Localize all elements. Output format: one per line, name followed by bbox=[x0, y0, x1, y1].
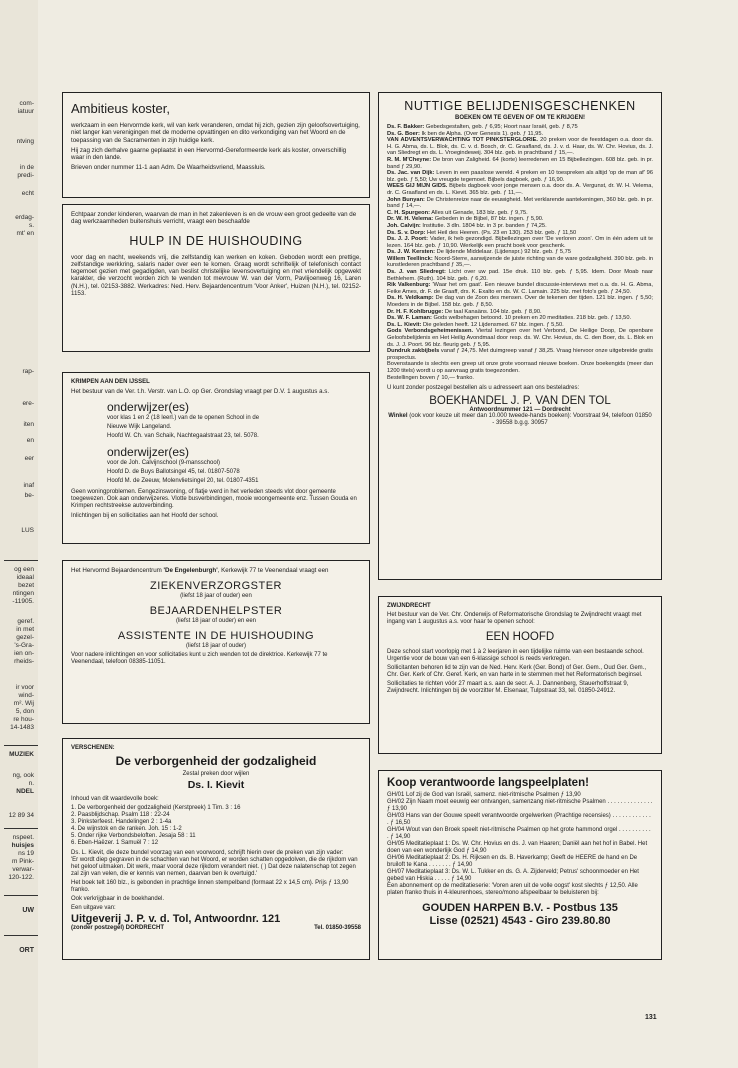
ad-contact: Brieven onder nummer 11-1 aan Adm. De Waarheidsvriend, Maassluis. bbox=[71, 164, 266, 172]
book-entry bbox=[387, 328, 653, 348]
record-item: GH/03 Hans van der Gouwe speelt verantwoorde orgelwerken (Prachtige recensies) . . . . . . . . . . . . . ƒ 16,50 bbox=[387, 813, 651, 826]
margin-fragment: m². Wij bbox=[13, 700, 34, 707]
contents-list bbox=[71, 805, 361, 847]
book-title: De verborgenheid der godzaligheid bbox=[115, 754, 317, 768]
ad-paragraph: werkzaam in een Hervormde kerk, wil van kerk veranderen, omdat hij zich, gezien zijn geloofsovertuiging, niet langer kan verenigingen met de moderne opvattingen en dito verkondiging van het Woord en de toepassing van de Sacramenten in zijn huidige kerk. bbox=[71, 122, 360, 144]
contents-label: Inhoud van dit waardevolle boek: bbox=[71, 796, 159, 802]
store-info bbox=[387, 413, 653, 427]
margin-fragment: re hou- bbox=[13, 716, 34, 723]
book-entry bbox=[387, 295, 653, 308]
margin-fragment: n. bbox=[28, 780, 34, 787]
margin-fragment: ideaal bbox=[16, 574, 34, 581]
book-author: WEES GIJ MIJN GIDS. bbox=[387, 183, 448, 190]
book-description: Leven in een paaslose wereld. 4 preken en 10 toespreken als altijd 'op de man af' 96 blz. geb. ƒ 5,50; Uw vreugde tegemoet. Bijbels dagboek, geb. ƒ 16,90. bbox=[387, 170, 653, 183]
ad-paragraph: Deze school start voorlopig met 1 à 2 leerjaren in een tijdelijke ruimte van een bestaande school. Urgentie voor de bouw van een 6-klassige school is reeds verkregen. bbox=[387, 649, 644, 662]
margin-fragment: verwar- bbox=[12, 866, 34, 873]
margin-fragment: s. bbox=[28, 222, 34, 229]
margin-fragment: ORT bbox=[19, 947, 34, 954]
margin-fragment: UW bbox=[22, 907, 34, 914]
margin-fragment: in met bbox=[16, 626, 34, 633]
margin-fragment: rap- bbox=[22, 368, 34, 375]
book-description: De bron van Zaligheid. 64 (korte) leerredenen en 15 Bijbellezingen. 608 blz. geb. in pr. band ƒ 29,90. bbox=[387, 156, 653, 170]
margin-fragment: 120-122. bbox=[8, 874, 34, 881]
margin-fragment: ns 19 bbox=[18, 850, 34, 857]
ad-intro: Het bestuur van de Ver. Chr. Onderwijs of Reformatorische Grondslag te Zwijndrecht vraagt met ingang van 1 augustus a.s. voor haar te openen school: bbox=[387, 612, 642, 625]
ad-paragraph: Ds. L. Kievit, die deze bundel voorzag van een voorwoord, schrijft hierin over de preken van zijn vader: bbox=[71, 850, 344, 856]
margin-fragment: predi- bbox=[17, 172, 34, 179]
margin-fragment: iten bbox=[23, 421, 34, 428]
book-author: Ds. H. Veldkamp: bbox=[387, 295, 434, 302]
job-sub: (liefst 18 jaar of ouder) een bbox=[180, 593, 252, 600]
record-item: GH/06 Meditatieplaat 2: Ds. H. Rijksen en ds. B. Haverkamp; Geeft de HEERE de hand en De bruiloft te Kana . . . . . . . ƒ 14,90 bbox=[387, 855, 638, 868]
left-margin-column bbox=[0, 0, 38, 1068]
ad-paragraph: Het boek telt 160 blz., is gebonden in prachtige linnen stempelband (formaat 22 x 14,5 cm). Prijs ƒ 13,90 franko. bbox=[71, 880, 349, 893]
publisher-phone: Tel. 01850-39558 bbox=[314, 925, 361, 931]
book-description: Bestellingen boven ƒ 10,— franko. bbox=[387, 374, 474, 381]
contents-item: 4. De wijnstok en de ranken. Joh. 15 : 1-2 bbox=[71, 826, 182, 832]
ad-title: EEN HOOFD bbox=[485, 631, 555, 643]
job-title: ASSISTENTE IN DE HUISHOUDING bbox=[117, 630, 315, 643]
job-detail: Nieuwe Wijk Langeland. bbox=[107, 424, 172, 431]
ad-zwijndrecht bbox=[378, 596, 662, 754]
margin-fragment: -11905. bbox=[12, 598, 34, 605]
book-description: Het Heil des Heeren. (Ps. 23 en 130). 253 blz. geb. ƒ 11,50 bbox=[425, 229, 577, 236]
margin-fragment: NDEL bbox=[16, 788, 34, 795]
book-entry bbox=[387, 282, 653, 295]
contents-item: 3. Pinksterfeest. Handelingen 2 : 1-4a bbox=[71, 819, 172, 825]
margin-fragment: ng, ook bbox=[12, 772, 34, 779]
record-item: GH/07 Meditatieplaat 3: Ds. W. L. Tukker en ds. G. A. Zijderveld; Petrus' schoonmoeder en Het gebed van Hiskia . . . . . ƒ 14,90 bbox=[387, 869, 639, 882]
contents-item: 5. Onder rijke Verbondsbeloften. Jesaja 58 : 11 bbox=[71, 833, 196, 839]
book-entry bbox=[387, 309, 653, 316]
book-author: Dr. W. H. Velema: bbox=[387, 216, 434, 223]
ad-ambitieus-koster bbox=[62, 92, 370, 198]
book-entry bbox=[387, 223, 653, 230]
margin-divider bbox=[4, 560, 38, 561]
margin-fragment: og een bbox=[14, 566, 34, 573]
ad-quote: 'Er wordt diep gegraven in de schachten van het Woord, er worden schatten opgedolven, die de rijkdom van het geloof uitmaken. Dit werk, maar vooral deze rijkdom verandert niet. ( ) Dat deze nalatenschap tot zegen zal zijn van velen, die er kennis van nemen, daarvan ben ik overtuigd.' bbox=[71, 857, 358, 877]
book-author: Dundruk zakbijbels bbox=[387, 348, 440, 355]
book-author: C. H. Spurgeon: bbox=[387, 209, 430, 216]
book-entry bbox=[387, 256, 653, 269]
book-entry bbox=[387, 183, 653, 196]
ad-title: Koop verantwoorde langspeelplaten! bbox=[387, 777, 589, 789]
ad-footer: Voor nadere inlichtingen en voor sollicitaties kunt u zich wenden tot de direktrice. Kerkewijk 77 te Veenendaal, telefoon 08385-11051. bbox=[71, 652, 328, 666]
margin-fragment: 14-1483 bbox=[10, 724, 34, 731]
book-entry bbox=[387, 249, 653, 256]
book-author: Ds. J. W. Kersten: bbox=[387, 249, 436, 256]
margin-fragment: MUZIEK bbox=[9, 751, 34, 758]
job-title: onderwijzer(es) bbox=[107, 400, 190, 415]
margin-fragment: rheids- bbox=[14, 658, 34, 665]
margin-fragment: ien on- bbox=[14, 650, 34, 657]
ad-body: voor dag en nacht, weekends vrij, die zelfstandig kan werken en koken. Geboden wordt een prettige, zelfstandige werkkring, salaris nader over een te komen. Graag wordt schriftelijk of telefonisch contact tegemoet gezien met gegadigden, van beslist christelijke levensovertuiging en met vriendelijk opgewekt karakter, die verzocht worden zich te wenden tot mevrouw W. van der Vorm, Pavlijoenweg 16, Laren (N.H.), tel. 02153-3882. Werkadres: Ned. Herv. Bejaardencentrum 'Voor Anker', Huizen (N.H.), tel. 02152-1153. bbox=[71, 253, 361, 298]
margin-fragment: ntving bbox=[16, 138, 34, 145]
book-entry bbox=[387, 361, 653, 374]
ad-header: KRIMPEN AAN DEN IJSSEL bbox=[71, 379, 150, 385]
book-description: De taal Kanaäns. 104 blz. geb. ƒ 8,90. bbox=[443, 308, 542, 315]
ad-paragraph: Hij zag zich derhalve gaarne geplaatst in een Hervormd-Gereformeerde kerk als koster, onverschillig waar in den lande. bbox=[71, 146, 347, 162]
record-list bbox=[387, 792, 653, 883]
ad-hulp-huishouding bbox=[62, 204, 370, 352]
ad-intro: Het bestuur van de Ver. t.h. Verstr. van L.O. op Ger. Grondslag vraagt per D.V. 1 augustus a.s. bbox=[71, 388, 330, 395]
book-description: Noord-Sterre, aanwijzende de juiste richting van de ware godzaligheid. 390 blz. geb. in kunstlederen prachtband ƒ 35,—. bbox=[387, 255, 654, 269]
ad-intro bbox=[71, 567, 361, 574]
margin-fragment: eer bbox=[24, 455, 34, 462]
contents-item: 6. Eben-Haëzer. 1 Samuël 7 : 12 bbox=[71, 840, 159, 846]
ad-header: VERSCHENEN: bbox=[71, 745, 115, 751]
ad-header: ZWIJNDRECHT bbox=[387, 603, 431, 609]
job-title: ZIEKENVERZORGSTER bbox=[150, 580, 282, 593]
ad-paragraph: Sollicitaties te richten vóór 27 maart a.s. aan de secr. A. J. Dannenberg, Stauerhoffstraat 9, Zwijndrecht. Inlichtingen bij de voorzitter M. Elsenaar, Tulpstraat 33, tel. 01850-24912. bbox=[387, 681, 629, 694]
margin-fragment: 12 89 34 bbox=[8, 812, 34, 819]
book-entry bbox=[387, 348, 653, 361]
margin-fragment: ere- bbox=[22, 400, 34, 407]
book-entry bbox=[387, 322, 653, 329]
book-description: Gods welbehagen betoond. 10 preken en 20 meditaties. 218 blz. geb. ƒ 13,50. bbox=[431, 315, 632, 322]
store-label: Winkel bbox=[388, 413, 408, 420]
job-detail: Hoofd W. Ch. van Schaik, Nachtegaalstraat 23, tel. 5078. bbox=[107, 433, 259, 440]
margin-fragment: 's-Gra- bbox=[14, 642, 34, 649]
book-description: De Christenreize naar de eeuwigheid. Met verklarende aantekeningen, 360 blz. geb. in pr. band ƒ 14,—. bbox=[387, 196, 653, 210]
order-instructions: U kunt zonder postzegel bestellen als u adresseert aan ons besteladres: bbox=[387, 385, 580, 392]
contents-item: 2. Paasblijdschap. Psalm 118 : 22-24 bbox=[71, 812, 170, 818]
book-description: Bovenstaande is slechts een greep uit onze grote voorraad nieuwe boeken. Onze boekengids (meer dan 1200 titels) wordt u op aanvraag gratis toegezonden. bbox=[387, 361, 653, 374]
ad-langspeelplaten bbox=[378, 770, 662, 960]
book-subtitle: Zestal preken door wijlen bbox=[182, 771, 250, 777]
job-detail: Hoofd D. de Buys Ballotsingel 45, tel. 01807-5078 bbox=[107, 469, 240, 476]
margin-fragment: huisjes bbox=[11, 842, 34, 849]
record-item: GH/02 Zijn Naam moet eeuwig eer ontvangen, samenzang niet-ritmische Psalmen . . . . . . . . . . . . . . ƒ 13,90 bbox=[387, 799, 653, 812]
intro-text: Het Hervormd Bejaardencentrum bbox=[71, 567, 164, 574]
job-title: BEJAARDENHELPSTER bbox=[149, 605, 283, 618]
ad-subtitle: BOEKEN OM TE GEVEN OF OM TE KRIJGEN! bbox=[454, 115, 585, 121]
book-description: Viertal lezingen over het Verbond, De Heilige Doop, De openbare Geloofsbelijdenis en Het Heilig Avondmaal door resp. ds. W. Chr. Hovius, ds. C. den Boer, ds. L. Blok en ds. J. J. Poort. 96 blz. fleurig geb. ƒ 5,95. bbox=[387, 328, 653, 348]
job-detail: voor de Joh. Calvijnschool (9-mansschool) bbox=[107, 460, 221, 467]
book-description: Die geleden heeft. 12 Lijdensmed. 67 blz. ingen. ƒ 5,50. bbox=[421, 321, 564, 328]
intro-name: 'De Engelenburgh' bbox=[163, 567, 218, 574]
store-text: (ook voor keuze uit meer dan 10.000 tweede-hands boeken): Voorstraat 94, telefoon 01850 - 39558 b.g.g. 30957 bbox=[407, 413, 652, 427]
book-entry bbox=[387, 269, 653, 282]
book-entry bbox=[387, 210, 653, 217]
margin-fragment: com- bbox=[19, 100, 34, 107]
margin-fragment: 5, don bbox=[15, 708, 34, 715]
book-entry bbox=[387, 170, 653, 183]
publisher-row bbox=[71, 925, 361, 931]
book-description: De lijdende Middelaar. (Lijdenspr.) 92 blz. geb. ƒ 5,75 bbox=[435, 249, 571, 256]
margin-fragment: ntingen bbox=[12, 590, 34, 597]
book-author: Ds. J. J. Poort: bbox=[387, 236, 428, 243]
margin-fragment: LUS bbox=[21, 527, 34, 534]
margin-fragment: be- bbox=[24, 492, 34, 499]
page-number: 131 bbox=[645, 1014, 657, 1021]
book-author: Dr. H. F. Kohlbrugge: bbox=[387, 308, 444, 315]
ad-engelenburgh bbox=[62, 560, 370, 724]
ad-paragraph: Sollicitanten behoren lid te zijn van de Ned. Herv. Kerk (Ger. Bond) of Ger. Gem., Oud Ger. Gem., Chr. Ger. Kerk of Chr. Geref. Kerk, en van harte in te stemmen met het Reformatorisch beginsel. bbox=[387, 665, 647, 678]
book-entry bbox=[387, 131, 653, 138]
book-author: VAN ADVENTSVERWACHTING TOT PINKSTERGLORIE. bbox=[387, 137, 538, 144]
ad-intro: Echtpaar zonder kinderen, waarvan de man in het zakenleven is en de vrouw een groot gedeelte van de dag werkzaamheden buitenshuis verricht, vraagt een beschaafde bbox=[71, 211, 357, 226]
book-description: Institutie. 3 dln. 1804 blz. in 3 pr. banden ƒ 74,25. bbox=[420, 222, 547, 229]
book-description: Alles uit Genade, 183 blz. geb. ƒ 9,75. bbox=[429, 209, 528, 216]
book-author: Rik Valkenburg: bbox=[387, 282, 431, 289]
margin-divider bbox=[4, 895, 38, 896]
book-description: 20 preken voor de feestdagen o.a. door ds. H. G. Abma, ds. L. Blok, ds. C. v. d. Bosch, dr. C. Graafland, ds. J. v. d. Haar, ds. W. Chr. Hovius, ds. J. van Sliedregt en ds. L. Vroegindeweij. 304 blz. geb. in prachtband ƒ 15,—. bbox=[387, 137, 653, 157]
margin-fragment: wind- bbox=[18, 692, 34, 699]
margin-fragment: in de bbox=[19, 164, 34, 171]
margin-fragment: bezet bbox=[18, 582, 34, 589]
ad-body: Geen woningproblemen. Eengezinswoning, of flatje werd in het verleden steeds vlot door gemeente toegewezen. Ook aan onderwijzeres. Vlotte busverbindingen, mooie woongemeente enz. Tussen Gouda en Krimpen rechtstreekse autoverbinding. bbox=[71, 489, 357, 510]
intro-text: , Kerkewijk 77 te Veenendaal vraagt een bbox=[217, 567, 329, 574]
ad-krimpen bbox=[62, 372, 370, 544]
publisher-address: (zonder postzegel) DORDRECHT bbox=[71, 925, 164, 931]
book-description: 'Waar het om gaat'. Een nieuwe bundel discussie-interviews met o.a. ds. H. G. Abma, Feike Ames, dr. F. de Graaff, drs. K. Exalto en ds. W. C. Lamain. 225 blz. met foto's geb. ƒ 24,50. bbox=[387, 282, 653, 295]
bookstore-name: BOEKHANDEL J. P. VAN DEN TOL bbox=[429, 395, 611, 408]
book-author: Ds. J. van Sliedregt: bbox=[387, 269, 446, 276]
record-item: GH/04 Wout van den Broek speelt niet-ritmische Psalmen op het grote hammond orgel . . . . . . . . . . . ƒ 14,90 bbox=[387, 827, 651, 840]
book-entry bbox=[387, 375, 653, 382]
book-author: Ds. F. Bakker: bbox=[387, 124, 425, 130]
book-author: Ds. S. v. Dorp: bbox=[387, 229, 426, 236]
margin-fragment: nspeet. bbox=[12, 834, 34, 841]
ad-paragraph: Ook verkrijgbaar in de boekhandel. bbox=[71, 896, 165, 902]
margin-fragment: echt bbox=[21, 190, 34, 197]
record-item: GH/01 Lof zij de God van Israël, samenz. niet-ritmische Psalmen ƒ 13,90 bbox=[387, 792, 581, 798]
margin-fragment: mt' en bbox=[16, 230, 34, 237]
book-description: Licht over uw pad. 15e druk. 110 blz. geb. ƒ 5,95. Idem. Door Moab naar Bethlehem. (Ruth). 104 blz. geb. ƒ 6,20. bbox=[387, 269, 653, 282]
job-detail: Hoofd M. de Zeeuw, Molenvlietsingel 20, tel. 01807-4351 bbox=[107, 478, 259, 485]
book-entry bbox=[387, 137, 653, 157]
margin-fragment: en bbox=[26, 437, 34, 444]
margin-fragment: gezel- bbox=[16, 634, 34, 641]
record-item: GH/05 Meditatieplaat 1: Ds. W. Chr. Hovius en ds. J. van Haaren; Daniël aan het hof in Babel. Het doen van een wonderlijk God ƒ 14,90 bbox=[387, 841, 648, 854]
job-title: onderwijzer(es) bbox=[107, 445, 190, 460]
margin-fragment: iatuur bbox=[17, 108, 34, 115]
book-entry bbox=[387, 236, 653, 249]
margin-fragment: erdag- bbox=[15, 214, 34, 221]
ad-title: Ambitieus koster, bbox=[71, 101, 170, 116]
job-sub: (liefst 18 jaar of ouder) en een bbox=[175, 618, 257, 625]
ad-nuttige-geschenken bbox=[378, 92, 662, 580]
margin-fragment: ir voor bbox=[15, 684, 34, 691]
book-entry bbox=[387, 315, 653, 322]
book-author: Ds. Jac. van Dijk: bbox=[387, 170, 435, 177]
book-description: Gebedsgestalten, geb. ƒ 6,95; Hoort naar Israël, geb. ƒ 8,75 bbox=[424, 124, 578, 130]
company-line: GOUDEN HARPEN B.V. - Postbus 135 bbox=[422, 902, 618, 914]
book-entry bbox=[387, 157, 653, 170]
margin-fragment: geref. bbox=[17, 618, 34, 625]
book-list bbox=[387, 124, 653, 381]
margin-divider bbox=[4, 745, 38, 746]
book-description: Vader, ik heb gezondigd. Bijbellezingen over 'De verloren zoon'. Om in één adem uit te lezen. 164 blz. geb. ƒ 10,90. Werkelijk een pracht boek voor geschenk. bbox=[387, 236, 653, 249]
ad-footer: Een abonnement op de meditatieserie: 'Voren aren uit de volle oogst' kost slechts ƒ 12,50. Alle platen franko thuis in 4-kleurenhoes, stereo/mono afspeelbaar te beluisteren bij: bbox=[387, 883, 638, 896]
job-sub: (liefst 18 jaar of ouder) bbox=[185, 643, 247, 650]
book-author: Ds. W. F. Laman: bbox=[387, 315, 432, 322]
ad-verschenen bbox=[62, 738, 370, 960]
book-description: vanaf ƒ 24,75. Met duimgreep vanaf ƒ 38,25. Vraag hiervoor onze uitgebreide gratis prospectus. bbox=[387, 348, 653, 361]
ad-title: NUTTIGE BELIJDENISGESCHENKEN bbox=[404, 99, 636, 113]
margin-fragment: m Pink- bbox=[11, 858, 34, 865]
book-author: Willem Teellinck: bbox=[387, 255, 433, 262]
book-entry bbox=[387, 230, 653, 237]
book-entry bbox=[387, 124, 653, 131]
ad-title: HULP IN DE HUISHOUDING bbox=[129, 233, 303, 248]
margin-divider bbox=[4, 828, 38, 829]
book-description: Ik ben de Alpha. (Over Genesis 1). geb. ƒ 11,95. bbox=[419, 130, 544, 137]
book-author: John Bunyan: bbox=[387, 196, 425, 203]
book-entry bbox=[387, 216, 653, 223]
ad-paragraph: Een uitgave van: bbox=[71, 905, 116, 911]
margin-fragment: inaf bbox=[23, 482, 34, 489]
bookstore-address: Antwoordnummer 121 — Dordrecht bbox=[469, 407, 571, 414]
contents-item: 1. De verborgenheid der godzaligheid (Kerstpreek) 1 Tim. 3 : 16 bbox=[71, 805, 241, 811]
book-description: Gebeden in de Bijbel, 87 blz. ingen. ƒ 5,90. bbox=[433, 216, 544, 223]
ad-footer: Inlichtingen bij en sollicitaties aan het Hoofd der school. bbox=[71, 513, 219, 520]
job-detail: voor klas 1 en 2 (18 leerl.) van de te openen School in de bbox=[107, 415, 260, 422]
margin-divider bbox=[4, 935, 38, 936]
book-author: Gods Verbondsgeheimenissen. bbox=[387, 328, 474, 335]
book-author: R. M. M'Cheyne: bbox=[387, 156, 432, 163]
publisher-name: Uitgeverij J. P. v. d. Tol, Antwoordnr. 121 bbox=[71, 913, 281, 925]
book-description: De dag van de Zoon des mensen. Over de tekenen der tijden. 121 blz. ingen. ƒ 5,50; Moeders in de Bijbel. 158 blz. geb. ƒ 8,50. bbox=[387, 295, 653, 309]
book-description: Bijbels dagboek voor jonge mensen o.a. door ds. A. Vergunst, dr. W. H. Velema, dr. C. Graafland en ds. L. Kievit. 365 blz. geb. ƒ 11,—. bbox=[387, 183, 654, 196]
book-author: Ds. L. Kievit: bbox=[387, 321, 422, 328]
book-entry bbox=[387, 197, 653, 210]
book-author: Ds. I. Kievit bbox=[187, 779, 245, 791]
book-author: Joh. Calvijn: bbox=[387, 222, 421, 229]
book-author: Ds. G. Boer: bbox=[387, 130, 420, 137]
company-line: Lisse (02521) 4543 - Giro 239.80.80 bbox=[429, 915, 611, 927]
